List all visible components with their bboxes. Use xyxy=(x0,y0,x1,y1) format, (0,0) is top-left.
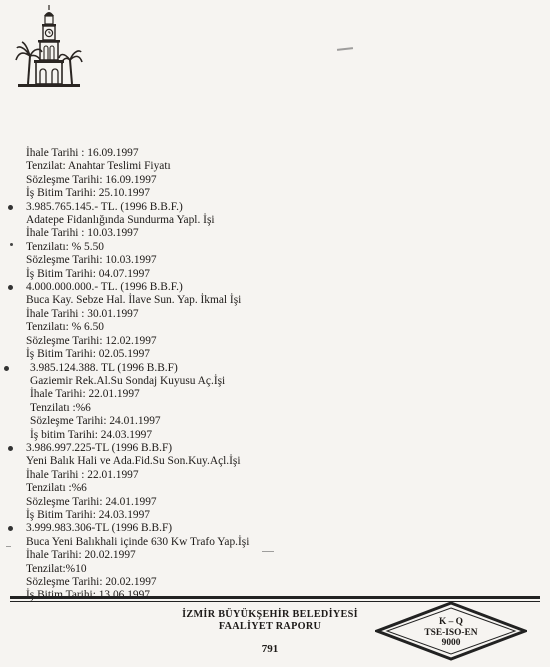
completion-date: İş bitim Tarihi: 24.03.1997 xyxy=(30,428,153,441)
tender-amount: 3.999.983.306-TL (1996 B.B.F) xyxy=(26,522,173,535)
contract-date: Sözleşme Tarihi: 24.01.1997 xyxy=(30,415,161,428)
contract-date: Sözleşme Tarihi: 20.02.1997 xyxy=(26,576,157,588)
tender-date: İhale Tarihi: 22.01.1997 xyxy=(30,388,140,401)
footer-rule xyxy=(10,596,540,599)
tender-item xyxy=(26,362,496,442)
project-title: Buca Kay. Sebze Hal. İlave Sun. Yap. İkmal İşi xyxy=(26,294,242,307)
contract-date: Sözleşme Tarihi: 24.01.1997 xyxy=(26,495,157,508)
page-number: 791 xyxy=(261,643,279,655)
discount: Tenzilat: Anahtar Teslimi Fiyatı xyxy=(26,160,171,173)
project-title: Adatepe Fidanlığında Sundurma Yapl. İşi xyxy=(26,214,215,227)
quality-certificate-badge xyxy=(375,601,527,661)
project-title: Buca Yeni Balıkhali içinde 630 Kw Trafo Yap.İşi xyxy=(26,535,250,548)
completion-date: İş Bitim Tarihi: 25.10.1997 xyxy=(26,187,150,200)
tender-date: İhale Tarihi : 30.01.1997 xyxy=(26,307,139,320)
tender-amount: 3.986.997.225-TL (1996 B.B.F) xyxy=(26,441,173,454)
completion-date: İş Bitim Tarihi: 02.05.1997 xyxy=(26,348,150,361)
footer-title xyxy=(150,609,390,633)
tender-item xyxy=(26,281,496,361)
discount: Tenzilatı: % 6.50 xyxy=(26,321,104,334)
continued-tender xyxy=(26,147,496,201)
bullet-icon xyxy=(8,285,13,290)
scan-speck xyxy=(10,243,13,246)
cert-standard: TSE-ISO-EN xyxy=(424,627,478,638)
tender-date: İhale Tarihi : 16.09.1997 xyxy=(26,147,139,159)
tender-date: İhale Tarihi: 20.02.1997 xyxy=(26,549,136,562)
contract-date: Sözleşme Tarihi: 16.09.1997 xyxy=(26,173,157,186)
bullet-icon xyxy=(8,446,13,451)
project-title: Yeni Balık Hali ve Ada.Fid.Su Son.Kuy.Açl.İşi xyxy=(26,455,241,468)
tender-date: İhale Tarihi : 22.01.1997 xyxy=(26,468,139,481)
report-name: FAALİYET RAPORU xyxy=(218,621,322,632)
discount: Tenzilat:%10 xyxy=(26,562,87,575)
tender-date: İhale Tarihi : 10.03.1997 xyxy=(26,227,139,240)
completion-date: İş Bitim Tarihi: 24.03.1997 xyxy=(26,508,150,521)
project-title: Gaziemir Rek.Al.Su Sondaj Kuyusu Aç.İşi xyxy=(30,374,226,387)
contract-date: Sözleşme Tarihi: 10.03.1997 xyxy=(26,254,157,267)
tender-list xyxy=(26,147,496,603)
scan-mark xyxy=(337,47,353,51)
bullet-icon xyxy=(4,366,9,371)
discount: Tenzilatı: % 5.50 xyxy=(26,240,104,253)
scan-mark xyxy=(6,546,11,547)
tender-amount: 4.000.000.000.- TL. (1996 B.B.F.) xyxy=(26,281,183,294)
bullet-icon xyxy=(8,205,13,210)
cert-mark: K – Q xyxy=(439,617,463,627)
tender-item xyxy=(26,201,496,281)
tender-item xyxy=(26,442,496,522)
discount: Tenzilatı :%6 xyxy=(30,401,91,414)
cert-number: 9000 xyxy=(441,638,461,648)
tender-amount: 3.985.124.388. TL (1996 B.B.F) xyxy=(30,361,178,374)
contract-date: Sözleşme Tarihi: 12.02.1997 xyxy=(26,334,157,347)
completion-date: İş Bitim Tarihi: 04.07.1997 xyxy=(26,267,150,280)
organization-name: İZMİR BÜYÜKŞEHİR BELEDİYESİ xyxy=(182,609,358,620)
tender-item xyxy=(26,522,496,602)
izmir-clock-tower-icon xyxy=(14,4,84,92)
tender-amount: 3.985.765.145.- TL. (1996 B.B.F.) xyxy=(26,200,183,213)
bullet-icon xyxy=(8,526,13,531)
discount: Tenzilatı :%6 xyxy=(26,482,87,495)
